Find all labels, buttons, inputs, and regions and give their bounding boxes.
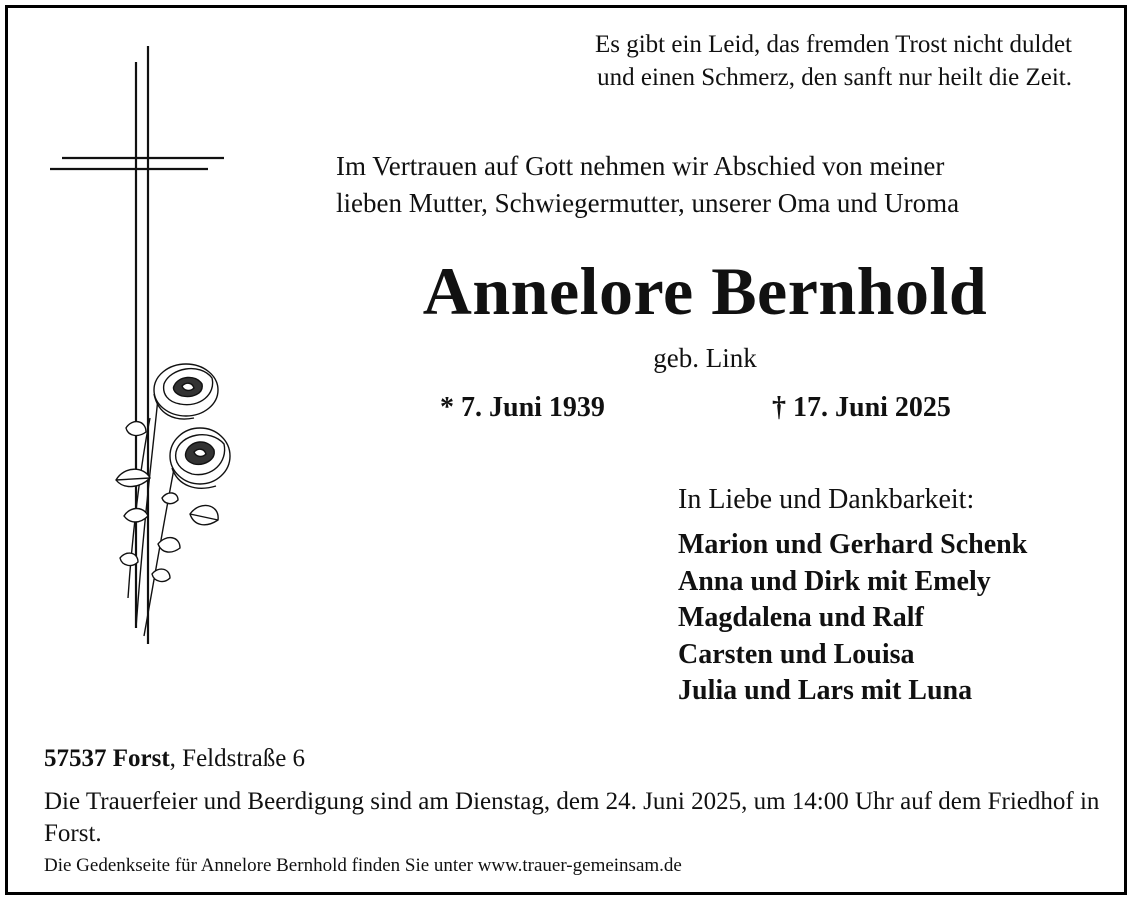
death-date: † 17. Juni 2025 [772, 392, 951, 423]
funeral-service-info: Die Trauerfeier und Beerdigung sind am Dienstag, dem 24. Juni 2025, um 14:00 Uhr auf dem Friedhof in Forst. [44, 788, 1100, 847]
motto-verse [472, 28, 1072, 94]
mourner-name: Carsten und Louisa [678, 638, 915, 670]
intro-line-1: Im Vertrauen auf Gott nehmen wir Abschied von meiner [336, 151, 945, 181]
memorial-page-note: Die Gedenkseite für Annelore Bernhold finden Sie unter www.trauer-gemeinsam.de [44, 855, 682, 876]
birth-date: * 7. Juni 1939 [440, 392, 605, 423]
motto-line-1: Es gibt ein Leid, das fremden Trost nicht duldet [594, 31, 1072, 58]
address-street: , Feldstraße 6 [169, 745, 306, 772]
mourner-name: Anna und Dirk mit Emely [678, 565, 991, 597]
cross-with-roses-illustration [40, 38, 240, 653]
intro-line-2: lieben Mutter, Schwiegermutter, unserer Oma und Uroma [336, 188, 960, 218]
address-city: 57537 Forst [44, 745, 170, 772]
intro-text [336, 148, 1096, 222]
mourner-name: Marion und Gerhard Schenk [678, 529, 1028, 560]
cross-icon [50, 46, 224, 644]
maiden-name: geb. Link [653, 343, 757, 373]
roses-icon [116, 364, 230, 636]
mourners-heading: In Liebe und Dankbarkeit: [678, 484, 975, 515]
mourner-name: Magdalena und Ralf [678, 602, 924, 633]
mourner-name: Julia und Lars mit Luna [678, 675, 973, 706]
motto-line-2: und einen Schmerz, den sanft nur heilt die Zeit. [597, 64, 1072, 91]
deceased-name: Annelore Bernhold [422, 253, 988, 329]
family-address [44, 745, 305, 773]
mourners-list [678, 527, 1027, 710]
